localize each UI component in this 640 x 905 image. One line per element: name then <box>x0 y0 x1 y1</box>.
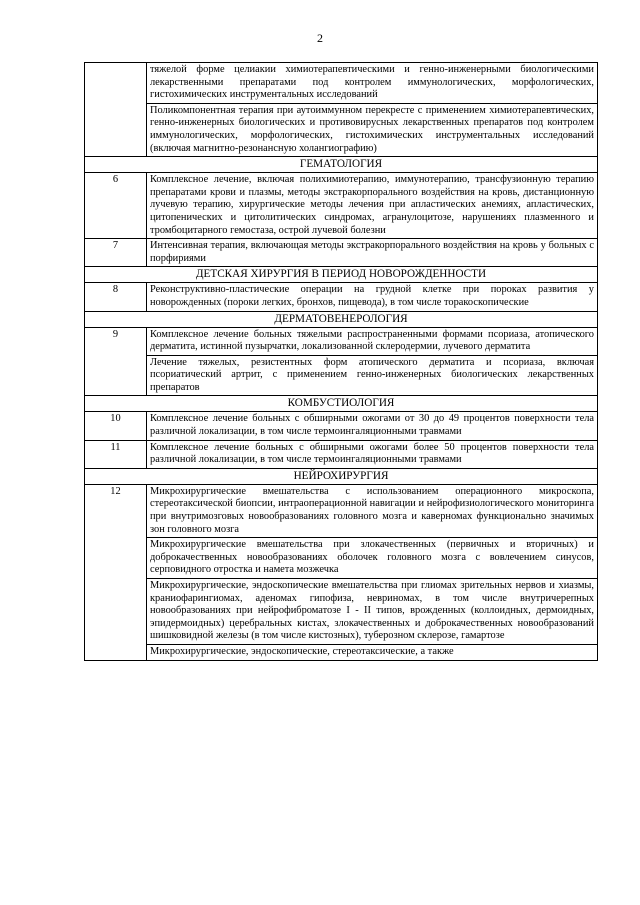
treatment-description: Микрохирургические вмешательства с использованием операционного микроскопа, стереотаксической биопсии, интраоперационной навигации и нейрофизиологического мониторинга при внутримозговых новообразованиях головного мозга и каверномах функционально значимых зон головного мозга <box>147 484 598 537</box>
page-number: 2 <box>317 31 323 45</box>
row-number: 8 <box>85 283 147 311</box>
table-row <box>85 103 598 156</box>
table-row <box>85 355 598 396</box>
row-number: 12 <box>85 484 147 660</box>
treatment-description: Микрохирургические, эндоскопические вмешательства при глиомах зрительных нервов и хиазмы, краниофарингиомах, аденомах гипофиза, невриномах, в том числе внутричерепных новообразованиях при нейрофиброматозе I - II типов, врожденных (коллоидных, дермоидных, эпидермоидных) церебральных кистах, злокачественных и доброкачественных новообразований шишковидной железы (в том числе кистозных), туберозном склерозе, гамартозе <box>147 579 598 645</box>
treatment-description: Комплексное лечение больных с обширными ожогами более 50 процентов поверхности тела различной локализации, в том числе термоингаляционными травмами <box>147 440 598 468</box>
table-row <box>85 63 598 104</box>
table-row <box>85 239 598 267</box>
table-row <box>85 538 598 579</box>
section-header: ГЕМАТОЛОГИЯ <box>85 157 598 173</box>
row-number: 7 <box>85 239 147 267</box>
treatment-description: Интенсивная терапия, включающая методы экстракорпорального воздействия на кровь у больных с порфириями <box>147 239 598 267</box>
row-number <box>85 63 147 157</box>
section-header: ДЕРМАТОВЕНЕРОЛОГИЯ <box>85 311 598 327</box>
section-header-row <box>85 396 598 412</box>
section-header-row <box>85 311 598 327</box>
table-row <box>85 644 598 660</box>
treatment-description: Комплексное лечение больных тяжелыми распространенными формами псориаза, атопического дерматита, истинной пузырчатки, локализованной склеродермии, лучевого дерматита <box>147 327 598 355</box>
treatment-description: Комплексное лечение, включая полихимиотерапию, иммунотерапию, трансфузионную терапию препаратами крови и плазмы, методы экстракорпорального воздействия на кровь, дистанционную лучевую терапию, хирургические методы лечения при апластических анемиях, апластических, цитопенических и цитолитических синдромах, агранулоцитозе, нарушениях плазменного и тромбоцитарного гемостаза, острой лучевой болезни <box>147 173 598 239</box>
table-row <box>85 412 598 440</box>
row-number: 11 <box>85 440 147 468</box>
treatment-description: тяжелой форме целиакии химиотерапевтическими и генно-инженерными биологическими лекарственными препаратами под контролем иммунологических, морфологических, гистохимических инструментальных исследований <box>147 63 598 104</box>
table-row <box>85 173 598 239</box>
treatment-description: Лечение тяжелых, резистентных форм атопического дерматита и псориаза, включая псориатический артрит, с применением генно-инженерных биологических лекарственных препаратов <box>147 355 598 396</box>
section-header: КОМБУСТИОЛОГИЯ <box>85 396 598 412</box>
treatment-description: Микрохирургические, эндоскопические, стереотаксические, а также <box>147 644 598 660</box>
row-number: 6 <box>85 173 147 239</box>
section-header: ДЕТСКАЯ ХИРУРГИЯ В ПЕРИОД НОВОРОЖДЕННОСТИ <box>85 267 598 283</box>
table-row <box>85 579 598 645</box>
treatment-description: Микрохирургические вмешательства при злокачественных (первичных и вторичных) и доброкачественных новообразованиях оболочек головного мозга с вовлечением синусов, серповидного отростка и намета мозжечка <box>147 538 598 579</box>
treatment-description: Поликомпонентная терапия при аутоиммунном перекресте с применением химиотерапевтических, генно-инженерных биологических и противовирусных лекарственных препаратов под контролем иммунологических, морфологических, гистохимических инструментальных исследований (включая магнитно-резонансную холангиографию) <box>147 103 598 156</box>
table-row <box>85 283 598 311</box>
section-header-row <box>85 157 598 173</box>
row-number: 10 <box>85 412 147 440</box>
table-row <box>85 484 598 537</box>
section-header-row <box>85 468 598 484</box>
treatment-description: Комплексное лечение больных с обширными ожогами от 30 до 49 процентов поверхности тела различной локализации, в том числе термоингаляционными травмами <box>147 412 598 440</box>
row-number: 9 <box>85 327 147 396</box>
section-header: НЕЙРОХИРУРГИЯ <box>85 468 598 484</box>
services-table <box>84 62 598 661</box>
treatment-description: Реконструктивно-пластические операции на грудной клетке при пороках развития у новорожденных (пороки легких, бронхов, пищевода), в том числе торакоскопические <box>147 283 598 311</box>
table-row <box>85 440 598 468</box>
section-header-row <box>85 267 598 283</box>
table-row <box>85 327 598 355</box>
